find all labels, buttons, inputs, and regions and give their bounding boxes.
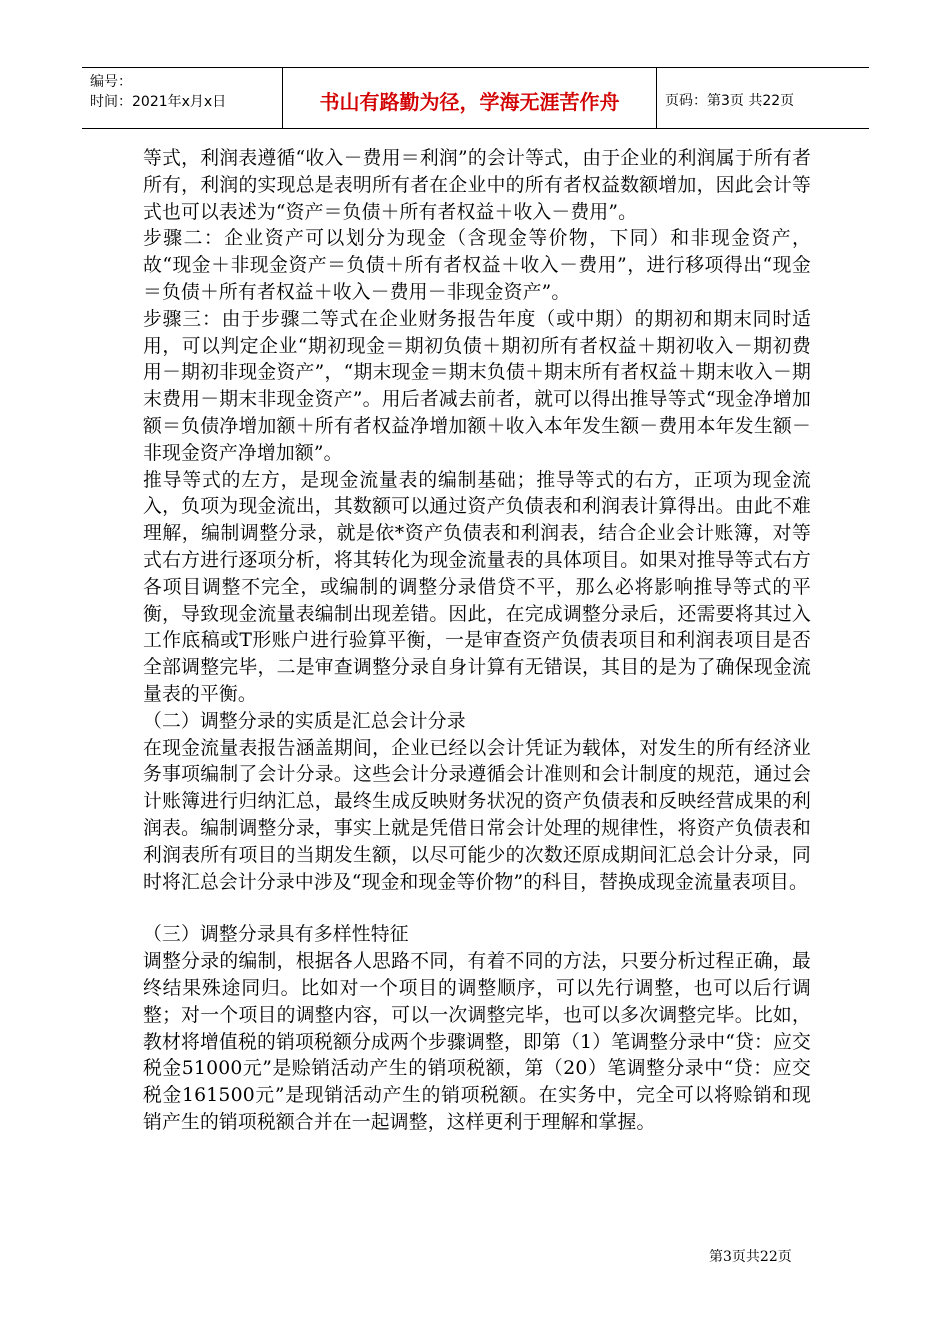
document-body [143,146,811,1137]
page-header [82,67,869,129]
page-footer: 第3页共22页 [709,1249,792,1265]
document-number-label: 编号： [90,74,132,90]
paragraph: 推导等式的左方，是现金流量表的编制基础；推导等式的右方，正项为现金流入，负项为现金流出，其数额可以通过资产负债表和利润表计算得出。由此不难理解，编制调整分录，就是依*资产负债表和利润表，结合企业会计账簿，对等式右方进行逐项分析，将其转化为现金流量表的具体项目。如果对推导等式右方各项目调整不完全，或编制的调整分录借贷不平，那么必将影响推导等式的平衡，导致现金流量表编制出现差错。因此，在完成调整分录后，还需要将其过入工作底稿或T形账户进行验算平衡，一是审查资产负债表项目和利润表项目是否全部调整完毕，二是审查调整分录自身计算有无错误，其目的是为了确保现金流量表的平衡。 [143,469,811,705]
paragraph: 步骤二：企业资产可以划分为现金（含现金等价物，下同）和非现金资产，故“现金＋非现金资产＝负债＋所有者权益＋收入－费用”，进行移项得出“现金＝负债＋所有者权益＋收入－费用－非现金资产”。 [143,228,811,303]
paragraph: 等式，利润表遵循“收入－费用＝利润”的会计等式，由于企业的利润属于所有者所有，利润的实现总是表明所有者在企业中的所有者权益数额增加，因此会计等式也可以表述为“资产＝负债＋所有者权益＋收入－费用”。 [143,148,811,223]
document-time-label: 时间：2021年x月x日 [90,94,227,110]
paragraph: 在现金流量表报告涵盖期间，企业已经以会计凭证为载体，对发生的所有经济业务事项编制了会计分录。这些会计分录遵循会计准则和会计制度的规范，通过会计账簿进行归纳汇总，最终生成反映财务状况的资产负债表和反映经营成果的利润表。编制调整分录，事实上就是凭借日常会计处理的规律性，将资产负债表和利润表所有项目的当期发生额，以尽可能少的次数还原成期间汇总会计分录，同时将汇总会计分录中涉及“现金和现金等价物”的科目，替换成现金流量表项目。 [143,737,811,893]
paragraph: 调整分录的编制，根据各人思路不同，有着不同的方法，只要分析过程正确，最终结果殊途同归。比如对一个项目的调整顺序，可以先行调整，也可以后行调整；对一个项目的调整内容，可以一次调整完毕，也可以多次调整完毕。比如，教材将增值税的销项税额分成两个步骤调整，即第（1）笔调整分录中“贷：应交税金51000元”是赊销活动产生的销项税额，第（20）笔调整分录中“贷：应交税金161500元”是现销活动产生的销项税额。在实务中，完全可以将赊销和现销产生的销项税额合并在一起调整，这样更利于理解和掌握。 [143,951,811,1133]
header-page-code: 页码：第3页 共22页 [665,93,795,109]
section-heading: （二）调整分录的实质是汇总会计分录 [143,710,466,732]
section-heading: （三）调整分录具有多样性特征 [143,924,409,946]
header-motto: 书山有路勤为径，学海无涯苦作舟 [283,68,657,128]
paragraph: 步骤三：由于步骤二等式在企业财务报告年度（或中期）的期初和期末同时适用，可以判定企业“期初现金＝期初负债＋期初所有者权益＋期初收入－期初费用－期初非现金资产”，“期末现金＝期末负债＋期末所有者权益＋期末收入－期末费用－期末非现金资产”。用后者减去前者，就可以得出推导等式“现金净增加额＝负债净增加额＋所有者权益净增加额＋收入本年发生额－费用本年发生额－非现金资产净增加额”。 [143,308,811,464]
header-meta [82,68,283,128]
